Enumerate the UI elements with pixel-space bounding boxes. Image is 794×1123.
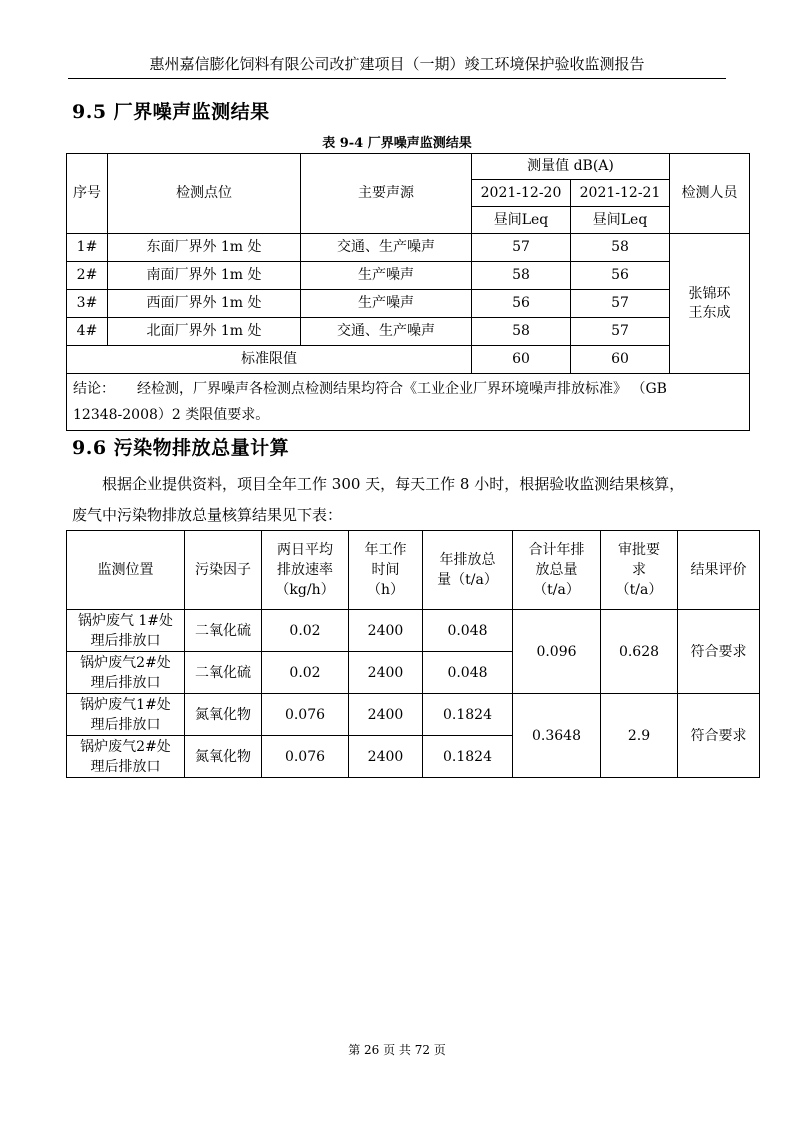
row-annual-emission: 0.048 xyxy=(423,610,513,652)
header-monitoring-point: 检测点位 xyxy=(108,154,301,234)
row-monitoring-location: 锅炉废气2#处 理后排放口 xyxy=(67,652,185,694)
row-pollution-factor: 二氧化硫 xyxy=(185,610,262,652)
pollutant-total-table xyxy=(66,530,760,778)
row-emission-rate: 0.076 xyxy=(262,736,349,778)
standard-limit-label: 标准限值 xyxy=(67,346,472,374)
row-main-source: 交通、生产噪声 xyxy=(301,318,472,346)
running-header: 惠州嘉信膨化饲料有限公司改扩建项目（一期）竣工环境保护验收监测报告 xyxy=(149,55,645,73)
header-total-annual-emission: 合计年排 放总量 （t/a） xyxy=(513,531,601,610)
row-value-day2: 58 xyxy=(571,234,670,262)
row-annual-emission: 0.1824 xyxy=(423,694,513,736)
section-heading-9-6: 9.6 污染物排放总量计算 xyxy=(72,437,290,459)
noise-results-table xyxy=(66,153,750,431)
group-approved-limit: 0.628 xyxy=(601,610,678,694)
table-row xyxy=(67,234,750,262)
paragraph-line-2: 废气中污染物排放总量核算结果见下表： xyxy=(72,506,343,524)
header-annual-emission: 年排放总 量（t/a） xyxy=(423,531,513,610)
table-row xyxy=(67,610,760,652)
paragraph-line-1: 根据企业提供资料，项目全年工作 300 天，每天工作 8 小时，根据验收监测结果核算， xyxy=(102,475,685,493)
header-emission-rate: 两日平均 排放速率 （kg/h） xyxy=(262,531,349,610)
row-main-source: 生产噪声 xyxy=(301,290,472,318)
row-pollution-factor: 二氧化硫 xyxy=(185,652,262,694)
table-row xyxy=(67,694,760,736)
group-total-emission: 0.3648 xyxy=(513,694,601,778)
table-row xyxy=(67,290,750,318)
standard-limit-day1: 60 xyxy=(472,346,571,374)
table-row xyxy=(67,318,750,346)
row-monitoring-point: 西面厂界外 1m 处 xyxy=(108,290,301,318)
header-date-1: 2021-12-20 xyxy=(472,180,571,207)
group-total-emission: 0.096 xyxy=(513,610,601,694)
row-annual-hours: 2400 xyxy=(349,610,423,652)
row-monitoring-point: 东面厂界外 1m 处 xyxy=(108,234,301,262)
row-pollution-factor: 氮氧化物 xyxy=(185,736,262,778)
row-monitoring-location: 锅炉废气2#处 理后排放口 xyxy=(67,736,185,778)
row-value-day1: 57 xyxy=(472,234,571,262)
standard-limit-row xyxy=(67,346,750,374)
header-result-evaluation: 结果评价 xyxy=(678,531,760,610)
row-annual-hours: 2400 xyxy=(349,736,423,778)
conclusion-row xyxy=(67,374,750,431)
row-value-day2: 56 xyxy=(571,262,670,290)
header-pollution-factor: 污染因子 xyxy=(185,531,262,610)
row-monitoring-point: 北面厂界外 1m 处 xyxy=(108,318,301,346)
row-main-source: 生产噪声 xyxy=(301,262,472,290)
row-monitoring-location: 锅炉废气1#处 理后排放口 xyxy=(67,694,185,736)
standard-limit-day2: 60 xyxy=(571,346,670,374)
table-caption: 表 9-4 厂界噪声监测结果 xyxy=(322,136,472,151)
row-main-source: 交通、生产噪声 xyxy=(301,234,472,262)
table-row xyxy=(67,262,750,290)
row-pollution-factor: 氮氧化物 xyxy=(185,694,262,736)
row-value-day1: 58 xyxy=(472,318,571,346)
row-value-day2: 57 xyxy=(571,318,670,346)
header-rule xyxy=(68,78,726,79)
header-inspector: 检测人员 xyxy=(670,154,750,234)
header-main-source: 主要声源 xyxy=(301,154,472,234)
row-monitoring-point: 南面厂界外 1m 处 xyxy=(108,262,301,290)
group-approved-limit: 2.9 xyxy=(601,694,678,778)
row-value-day1: 56 xyxy=(472,290,571,318)
group-result-evaluation: 符合要求 xyxy=(678,694,760,778)
row-emission-rate: 0.076 xyxy=(262,694,349,736)
conclusion-text-line2: 12348-2008）2 类限值要求。 xyxy=(73,407,270,423)
row-annual-hours: 2400 xyxy=(349,694,423,736)
header-approved-limit: 审批要 求 （t/a） xyxy=(601,531,678,610)
page-footer: 第 26 页 共 72 页 xyxy=(348,1043,446,1057)
conclusion-lead: 结论： xyxy=(73,381,115,397)
group-result-evaluation: 符合要求 xyxy=(678,610,760,694)
row-monitoring-location: 锅炉废气 1#处 理后排放口 xyxy=(67,610,185,652)
header-serial-no: 序号 xyxy=(67,154,108,234)
header-monitoring-location: 监测位置 xyxy=(67,531,185,610)
section-heading-9-5: 9.5 厂界噪声监测结果 xyxy=(72,101,270,123)
inspector-names: 张锦环 王东成 xyxy=(670,234,750,374)
row-serial-no: 3# xyxy=(67,290,108,318)
row-value-day2: 57 xyxy=(571,290,670,318)
row-annual-hours: 2400 xyxy=(349,652,423,694)
conclusion-text-line1: 经检测，厂界噪声各检测点检测结果均符合《工业企业厂界环境噪声排放标准》 （GB xyxy=(137,381,667,397)
row-annual-emission: 0.048 xyxy=(423,652,513,694)
row-emission-rate: 0.02 xyxy=(262,652,349,694)
header-annual-hours: 年工作 时间 （h） xyxy=(349,531,423,610)
row-serial-no: 4# xyxy=(67,318,108,346)
row-emission-rate: 0.02 xyxy=(262,610,349,652)
header-daytime-leq-2: 昼间Leq xyxy=(571,207,670,234)
row-serial-no: 1# xyxy=(67,234,108,262)
row-value-day1: 58 xyxy=(472,262,571,290)
row-annual-emission: 0.1824 xyxy=(423,736,513,778)
row-serial-no: 2# xyxy=(67,262,108,290)
header-daytime-leq-1: 昼间Leq xyxy=(472,207,571,234)
header-measured-value: 测量值 dB(A) xyxy=(472,154,670,180)
conclusion-cell xyxy=(67,374,750,431)
header-date-2: 2021-12-21 xyxy=(571,180,670,207)
